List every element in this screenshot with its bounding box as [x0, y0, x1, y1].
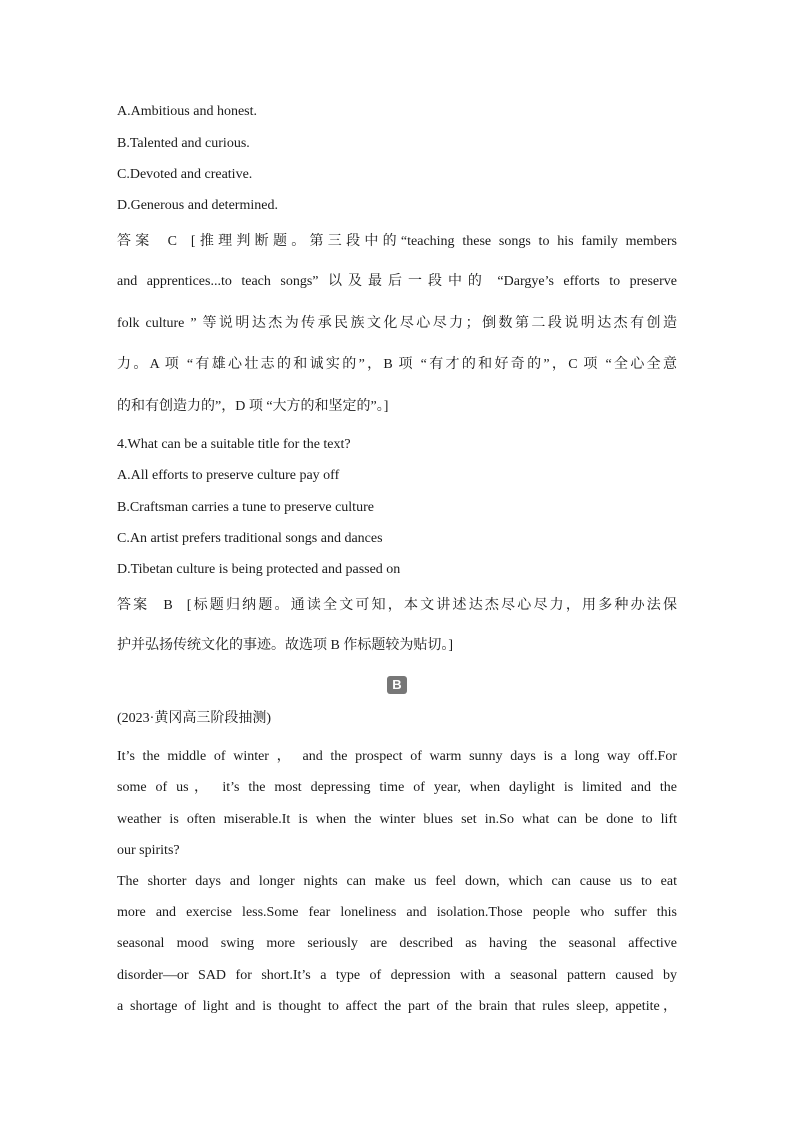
q4-answer-line-1 [117, 596, 677, 615]
answer-text: [标题归纳题。通读全文可知，本文讲述达杰尽心尽力，用多种办法保 [186, 598, 677, 613]
q3-answer-line-4: 力。A 项 “有雄心壮志的和诚实的”，B 项 “有才的和好奇的”，C 项 “全心全意 [117, 357, 677, 372]
q3-option-a: A.Ambitious and honest. [117, 104, 257, 119]
q3-answer-line-3: folk culture ” 等说明达杰为传承民族文化尽心尽力；倒数第二段说明达杰有创造 [117, 316, 677, 331]
q3-option-d: D.Generous and determined. [117, 198, 278, 213]
answer-letter: B [163, 598, 173, 613]
answer-label: 答案 [117, 233, 154, 249]
passage-line: our spirits? [117, 843, 180, 858]
q4-question: 4.What can be a suitable title for the text? [117, 437, 351, 452]
passage-line: weather is often miserable.It is when the winter blues set in.So what can be done to lift [117, 812, 677, 827]
passage-line: It’s the middle of winter ， and the prospect of warm sunny days is a long way off.For [117, 749, 677, 764]
q4-option-d: D.Tibetan culture is being protected and passed on [117, 562, 401, 577]
q3-answer-line-5: 的和有创造力的”，D 项 “大方的和坚定的”。] [117, 399, 389, 414]
q4-option-a: A.All efforts to preserve culture pay off [117, 468, 340, 483]
answer-label: 答案 [117, 597, 150, 613]
passage-line: disorder—or SAD for short.It’s a type of depression with a seasonal pattern caused by [117, 968, 677, 983]
q4-option-c: C.An artist prefers traditional songs and dances [117, 531, 383, 546]
q3-option-b: B.Talented and curious. [117, 136, 250, 151]
q3-answer-line-2: and apprentices...to teach songs” 以及最后一段中的 “Dargye’s efforts to preserve [117, 274, 677, 289]
q3-answer-line-1 [117, 232, 677, 251]
answer-letter: C [167, 234, 177, 249]
q3-option-c: C.Devoted and creative. [117, 167, 253, 182]
passage-line: a shortage of light and is thought to affect the part of the brain that rules sleep, appetite， [117, 999, 677, 1014]
passage-source: (2023·黄冈高三阶段抽测) [117, 711, 271, 726]
section-badge: B [387, 676, 407, 694]
passage-line: The shorter days and longer nights can make us feel down, which can cause us to eat [117, 874, 677, 889]
passage-line: seasonal mood swing more seriously are described as having the seasonal affective [117, 936, 677, 951]
passage-line: more and exercise less.Some fear loneliness and isolation.Those people who suffer this [117, 905, 677, 920]
q4-option-b: B.Craftsman carries a tune to preserve culture [117, 500, 374, 515]
passage-line: some of us， it’s the most depressing time of year, when daylight is limited and the [117, 780, 677, 795]
answer-text: [推理判断题。第三段中的“teaching these songs to his family members [190, 234, 677, 249]
q4-answer-line-2: 护并弘扬传统文化的事迹。故选项 B 作标题较为贴切。] [117, 638, 453, 653]
